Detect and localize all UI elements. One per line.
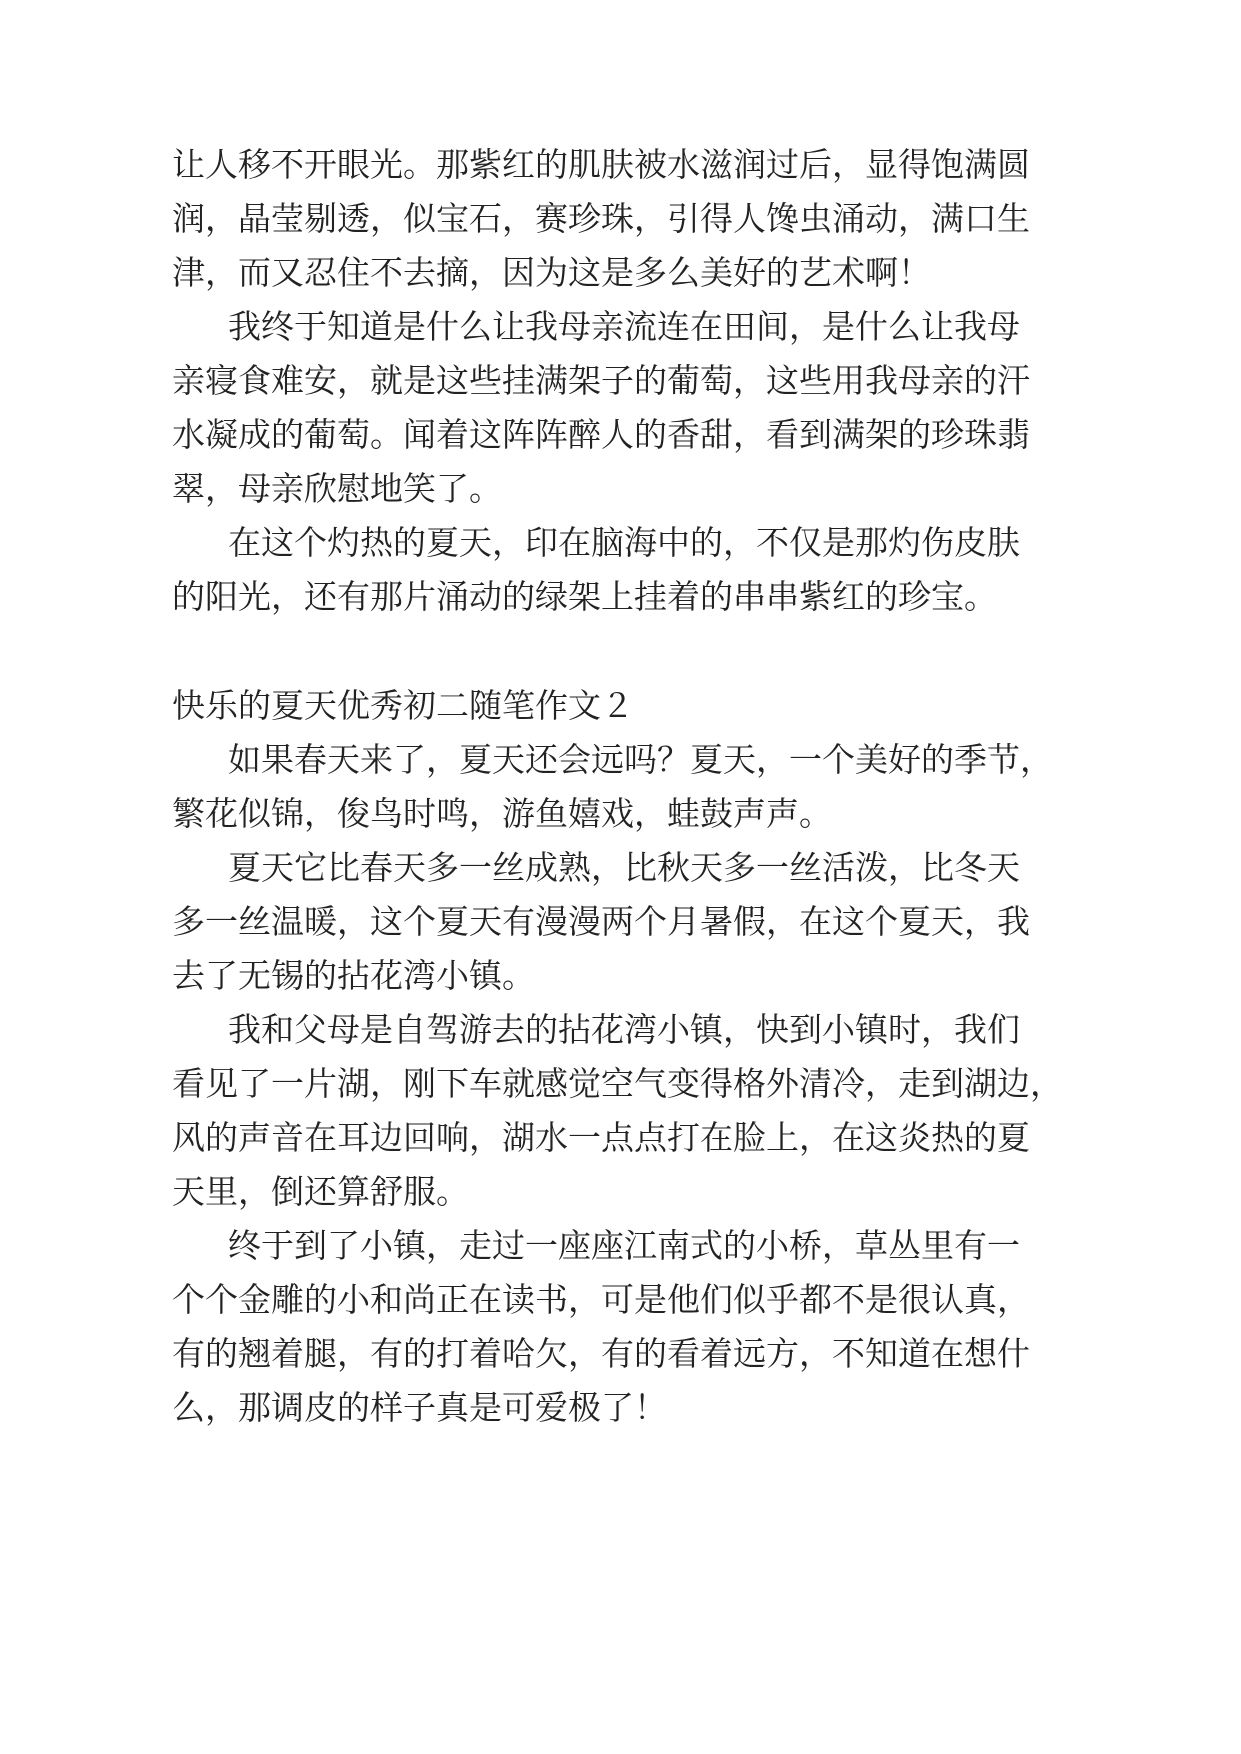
text-line-content: 有的翘着腿，有的打着哈欠，有的看着远方，不知道在想什 <box>172 1334 1030 1373</box>
text-line <box>0 135 1241 195</box>
text-line-content: 我终于知道是什么让我母亲流连在田间，是什么让我母 <box>228 307 1020 346</box>
text-line <box>0 784 1241 844</box>
text-line <box>0 838 1241 898</box>
text-line-content: 繁花似锦，俊鸟时鸣，游鱼嬉戏，蛙鼓声声。 <box>172 794 832 833</box>
text-line <box>0 243 1241 303</box>
text-line-content: 天里，倒还算舒服。 <box>172 1172 469 1211</box>
text-line-content: 风的声音在耳边回响，湖水一点点打在脸上，在这炎热的夏 <box>172 1118 1030 1157</box>
text-line <box>0 1054 1241 1114</box>
text-line <box>0 513 1241 573</box>
text-line <box>0 189 1241 249</box>
text-line <box>0 946 1241 1006</box>
text-line-content: 翠，母亲欣慰地笑了。 <box>172 469 502 508</box>
text-line <box>0 297 1241 357</box>
text-line-content: 让人移不开眼光。那紫红的肌肤被水滋润过后，显得饱满圆 <box>172 145 1030 184</box>
text-line <box>0 892 1241 952</box>
text-line-content: 润，晶莹剔透，似宝石，赛珍珠，引得人馋虫涌动，满口生 <box>172 199 1030 238</box>
text-line-content: 在这个灼热的夏天，印在脑海中的，不仅是那灼伤皮肤 <box>228 523 1020 562</box>
text-line-content: 多一丝温暖，这个夏天有漫漫两个月暑假，在这个夏天，我 <box>172 902 1030 941</box>
text-line <box>0 1216 1241 1276</box>
text-line <box>0 730 1241 790</box>
text-line-content: 么，那调皮的样子真是可爱极了！ <box>172 1388 667 1427</box>
text-line-content: 看见了一片湖，刚下车就感觉空气变得格外清冷，走到湖边， <box>172 1064 1063 1103</box>
text-line <box>0 351 1241 411</box>
text-line <box>0 1270 1241 1330</box>
section-title-text: 快乐的夏天优秀初二随笔作文２ <box>172 686 634 725</box>
text-line <box>0 1000 1241 1060</box>
text-line-content: 我和父母是自驾游去的拈花湾小镇，快到小镇时，我们 <box>228 1010 1020 1049</box>
text-line-content: 的阳光，还有那片涌动的绿架上挂着的串串紫红的珍宝。 <box>172 577 997 616</box>
text-line-content: 津，而又忍住不去摘，因为这是多么美好的艺术啊！ <box>172 253 931 292</box>
text-line-content: 如果春天来了，夏天还会远吗？夏天，一个美好的季节， <box>228 740 1053 779</box>
text-line <box>0 1324 1241 1384</box>
section-title <box>0 676 1241 736</box>
text-line <box>0 1378 1241 1438</box>
text-line <box>0 405 1241 465</box>
text-line-content: 去了无锡的拈花湾小镇。 <box>172 956 535 995</box>
text-line <box>0 567 1241 627</box>
text-line-content: 夏天它比春天多一丝成熟，比秋天多一丝活泼，比冬天 <box>228 848 1020 887</box>
text-line <box>0 1108 1241 1168</box>
text-line-content: 终于到了小镇，走过一座座江南式的小桥，草丛里有一 <box>228 1226 1020 1265</box>
text-line <box>0 459 1241 519</box>
text-line-content: 亲寝食难安，就是这些挂满架子的葡萄，这些用我母亲的汗 <box>172 361 1030 400</box>
text-line-content: 个个金雕的小和尚正在读书，可是他们似乎都不是很认真， <box>172 1280 1030 1319</box>
text-line <box>0 1162 1241 1222</box>
text-line-content: 水凝成的葡萄。闻着这阵阵醉人的香甜，看到满架的珍珠翡 <box>172 415 1030 454</box>
